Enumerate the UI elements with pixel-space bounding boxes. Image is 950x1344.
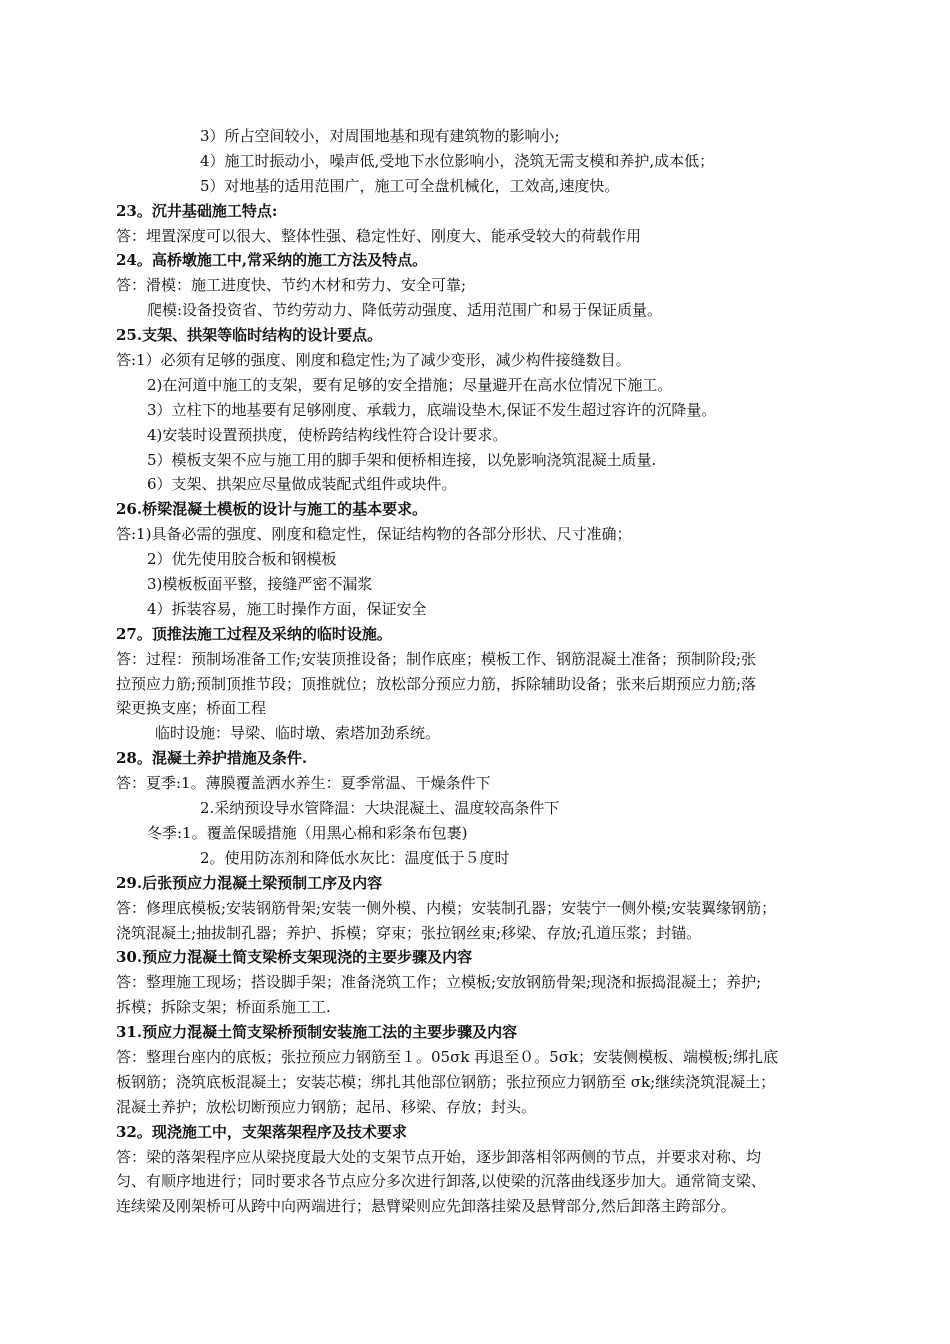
answer-text: 爬模:设备投资省、节约劳动力、降低劳动强度、适用范围广和易于保证质量。: [147, 301, 663, 320]
section-heading-31: 31.预应力混凝土简支梁桥预制安装施工法的主要步骤及内容: [116, 1023, 518, 1042]
answer-text: 拉预应力筋;预制顶推节段；顶推就位；放松部分预应力筋，拆除辅助设备；张来后期预应力筋;落: [116, 674, 757, 693]
section-heading-29: 29.后张预应力混凝土梁预制工序及内容: [116, 873, 383, 892]
list-item: 4）施工时振动小，噪声低,受地下水位影响小，浇筑无需支模和养护,成本低；: [200, 151, 715, 170]
list-item: 3）所占空间较小，对周围地基和现有建筑物的影响小;: [200, 127, 560, 145]
answer-text: 答：修理底模板;安装钢筋骨架;安装一侧外模、内模；安装制孔器；安装宁一侧外模;安装翼缘钢筋；: [116, 898, 777, 917]
document-body: [116, 124, 856, 1219]
list-item: 6）支架、拱架应尽量做成装配式组件或块件。: [147, 475, 457, 494]
answer-text: 答：整理施工现场；搭设脚手架；准备浇筑工作；立模板;安放钢筋骨架;现浇和振捣混凝土；养护;: [116, 973, 762, 992]
answer-text: 答:1)具备必需的强度、刚度和稳定性，保证结构物的各部分形状、尺寸准确；: [116, 525, 632, 544]
answer-text: 答:1）必须有足够的强度、刚度和稳定性;为了减少变形，减少构件接缝数目。: [116, 351, 631, 370]
list-item: 4）拆装容易，施工时操作方面，保证安全: [147, 599, 427, 618]
list-item: 5）模板支架不应与施工用的脚手架和便桥相连接，以免影响浇筑混凝土质量.: [147, 450, 657, 469]
list-item: 3)模板板面平整，接缝严密不漏浆: [147, 575, 373, 594]
list-item: 2.采纳预设导水管降温：大块混凝土、温度较高条件下: [200, 799, 560, 818]
answer-text: 拆模；拆除支架；桥面系施工工.: [116, 998, 331, 1017]
answer-text: 答：梁的落架程序应从梁挠度最大处的支架节点开始，逐步卸落相邻两侧的节点，并要求对称、均: [116, 1147, 762, 1166]
section-heading-26: 26.桥梁混凝土模板的设计与施工的基本要求。: [116, 500, 428, 519]
section-heading-32: 32。现浇施工中，支架落架程序及技术要求: [116, 1122, 407, 1141]
section-heading-28: 28。混凝土养护措施及条件.: [116, 749, 308, 768]
answer-text: 答：过程：预制场准备工作;安装顶推设备；制作底座；模板工作、钢筋混凝土准备；预制阶段;张: [116, 649, 757, 668]
list-item: 3）立柱下的地基要有足够刚度、承载力，底端设垫木,保证不发生超过容许的沉降量。: [147, 400, 717, 419]
answer-text: 答：整理台座内的底板；张拉预应力钢筋至１。05σk 再退至０。5σk；安装侧模板、端模板;绑扎底: [116, 1047, 779, 1066]
section-heading-30: 30.预应力混凝土简支梁桥支架现浇的主要步骤及内容: [116, 948, 473, 967]
list-item: 2)在河道中施工的支架，要有足够的安全措施；尽量避开在高水位情况下施工。: [147, 375, 673, 394]
answer-text: 连续梁及刚架桥可从跨中向两端进行；悬臂梁则应先卸落挂梁及悬臂部分,然后卸落主跨部分。: [116, 1197, 736, 1216]
section-heading-24: 24。高桥墩施工中,常采纳的施工方法及特点。: [116, 251, 428, 270]
section-heading-27: 27。顶推法施工过程及采纳的临时设施。: [116, 624, 392, 643]
list-item: 2）优先使用胶合板和钢模板: [147, 550, 337, 569]
list-item: 4)安装时设置预拱度，使桥跨结构线性符合设计要求。: [147, 425, 508, 444]
section-heading-25: 25.支架、拱架等临时结构的设计要点。: [116, 326, 383, 345]
answer-text: 匀、有顺序地进行；同时要求各节点应分多次进行卸落,以使梁的沉落曲线逐步加大。通常简支梁、: [116, 1172, 766, 1191]
answer-text: 答：夏季:1。薄膜覆盖洒水养生：夏季常温、干燥条件下: [116, 774, 491, 793]
list-item: 5）对地基的适用范围广，施工可全盘机械化，工效高,速度快。: [200, 176, 620, 195]
answer-text: 混凝土养护；放松切断预应力钢筋；起吊、移梁、存放；封头。: [116, 1097, 537, 1116]
answer-text: 梁更换支座；桥面工程: [116, 699, 267, 718]
answer-text: 冬季:1。覆盖保暖措施（用黑心棉和彩条布包裹): [147, 823, 468, 842]
answer-text: 答：埋置深度可以很大、整体性强、稳定性好、刚度大、能承受较大的荷载作用: [116, 226, 642, 245]
answer-text: 答：滑模：施工进度快、节约木材和劳力、安全可靠;: [116, 276, 467, 295]
section-heading-23: 23。沉井基础施工特点:: [116, 201, 278, 220]
list-item: 2。使用防冻剂和降低水灰比：温度低于５度时: [200, 848, 510, 867]
answer-text: 临时设施：导梁、临时墩、索塔加劲系统。: [155, 724, 441, 743]
answer-text: 板钢筋；浇筑底板混凝土；安装芯模；绑扎其他部位钢筋；张拉预应力钢筋至 σk;继续浇筑混凝土；: [116, 1072, 776, 1091]
answer-text: 浇筑混凝土;抽拔制孔器；养护、拆模；穿束；张拉钢丝束;移梁、存放;孔道压浆；封锚。: [116, 923, 702, 942]
